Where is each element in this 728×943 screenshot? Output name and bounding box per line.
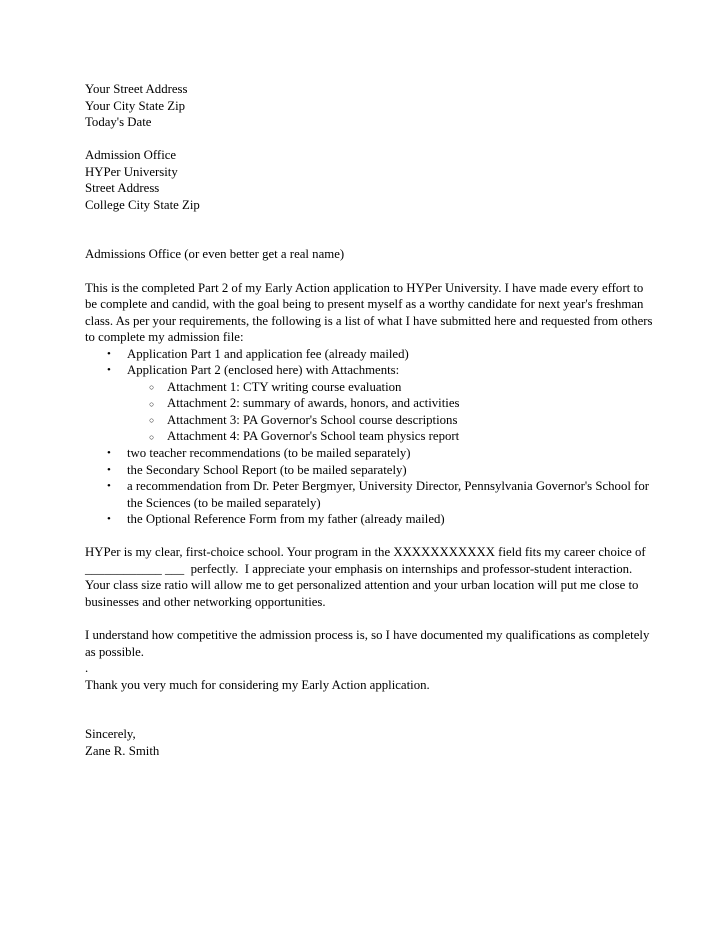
- closing: Sincerely,: [85, 727, 136, 742]
- bullet-icon: •: [107, 463, 111, 476]
- circle-bullet-icon: ○: [149, 415, 155, 426]
- checklist-item-text: Attachment 4: PA Governor's School team physics report: [167, 429, 460, 444]
- recipient-address-block: [85, 147, 657, 213]
- checklist-item: [85, 445, 657, 462]
- checklist-item: [85, 462, 657, 479]
- bullet-icon: •: [107, 513, 111, 526]
- recipient-university-line: HYPer University: [85, 164, 178, 179]
- signature-name: Zane R. Smith: [85, 743, 160, 758]
- intro-paragraph: This is the completed Part 2 of my Early Action application to HYPer University. I have made every effort to be complete and candid, with the goal being to present myself as a worthy candidate for next year's freshman class. As per your requirements, the following is a list of what I have submitted here and requested from others to complete my admission file:: [85, 280, 656, 345]
- circle-bullet-icon: ○: [149, 431, 155, 442]
- checklist-item-text: Attachment 2: summary of awards, honors, and activities: [167, 396, 460, 411]
- checklist-subitem: [85, 395, 657, 412]
- submission-checklist: [85, 346, 657, 528]
- stray-period-line: .: [85, 661, 89, 676]
- sender-street-line: Your Street Address: [85, 82, 188, 96]
- fit-paragraph: HYPer is my clear, first-choice school. Your program in the XXXXXXXXXXX field fits my career choice of ____________ ___ perfectly. I appreciate your emphasis on internships and professor-student interaction. Your class size ratio will allow me to get personalized attention and your urban location will put me close to businesses and other networking opportunities.: [85, 545, 649, 609]
- blank-line: [85, 528, 657, 545]
- checklist-item-text: a recommendation from Dr. Peter Bergmyer, University Director, Pennsylvania Governor's School for the Sciences (to be mailed separately): [127, 479, 653, 510]
- checklist-item: [85, 511, 657, 528]
- blank-line: [85, 131, 657, 148]
- checklist-subitem: [85, 412, 657, 429]
- bullet-icon: •: [107, 480, 111, 493]
- bullet-icon: •: [107, 347, 111, 360]
- checklist-item-text: Attachment 1: CTY writing course evaluation: [167, 379, 402, 394]
- bullet-icon: •: [107, 447, 111, 460]
- circle-bullet-icon: ○: [149, 398, 155, 409]
- checklist-item-text: Attachment 3: PA Governor's School course descriptions: [167, 412, 458, 427]
- recipient-office-line: Admission Office: [85, 148, 177, 163]
- sender-address-block: [85, 81, 657, 131]
- circle-bullet-icon: ○: [149, 382, 155, 393]
- bullet-icon: •: [107, 364, 111, 377]
- checklist-item: [85, 478, 657, 511]
- checklist-item: [85, 362, 657, 379]
- blank-line: [85, 611, 657, 628]
- blank-line: [85, 263, 657, 280]
- blank-line: [85, 213, 657, 246]
- checklist-item-text: Application Part 2 (enclosed here) with Attachments:: [127, 363, 400, 378]
- checklist-subitem: [85, 379, 657, 396]
- checklist-subitem: [85, 428, 657, 445]
- recipient-city-line: College City State Zip: [85, 197, 200, 212]
- qualifications-paragraph: I understand how competitive the admission process is, so I have documented my qualifications as completely as possible.: [85, 628, 653, 659]
- sender-city-line: Your City State Zip: [85, 98, 186, 113]
- checklist-item-text: Application Part 1 and application fee (already mailed): [127, 346, 409, 361]
- salutation: Admissions Office (or even better get a real name): [85, 247, 345, 262]
- blank-line: [85, 693, 657, 726]
- checklist-item-text: the Secondary School Report (to be mailed separately): [127, 462, 407, 477]
- checklist-item-text: the Optional Reference Form from my father (already mailed): [127, 512, 445, 527]
- thanks-paragraph: Thank you very much for considering my Early Action application.: [85, 677, 430, 692]
- recipient-street-line: Street Address: [85, 181, 160, 196]
- checklist-item: [85, 346, 657, 363]
- checklist-item-text: two teacher recommendations (to be mailed separately): [127, 446, 411, 461]
- signature-block: [85, 726, 657, 759]
- date-line: Today's Date: [85, 115, 152, 130]
